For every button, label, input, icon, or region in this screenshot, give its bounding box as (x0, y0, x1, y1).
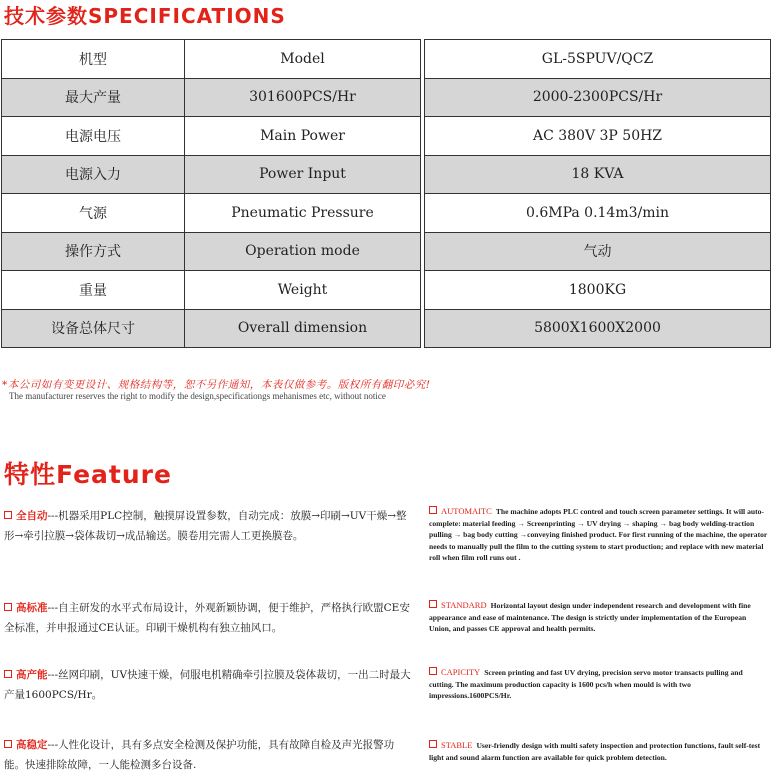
feature-zh-text: ---自主研发的水平式布局设计，外观新颖协调，便于维护，严格执行欧盟CE安全标准，并申报通过CE认证。印刷干燥机构有独立抽风口。 (4, 602, 410, 634)
square-outline-icon (429, 667, 437, 675)
spec-label-zh: 操作方式 (2, 232, 185, 271)
notice-en: The manufacturer reserves the right to modify the design,specificationgs mehanismes etc, without notice (9, 391, 386, 401)
feature-en (429, 667, 769, 702)
feature-en-text: Horizontal layout design under independent research and development with fine appearance and ease of maintenance. The design is strictly under implementation of the European Union, and passes CE approval and health permits. (429, 601, 751, 633)
spec-value: 18 KVA (425, 155, 771, 194)
feature-zh-label: 全自动 (16, 510, 48, 522)
square-outline-icon (4, 740, 12, 748)
spec-row (2, 194, 771, 233)
spec-label-zh: 机型 (2, 40, 185, 79)
feature-en (429, 740, 769, 763)
spec-label-en: Overall dimension (185, 309, 421, 348)
feature-en-text: The machine adopts PLC control and touch screen parameter settings. It will auto-complete: material feeding → Screenprinting → UV drying → shaping → bag body welding-traction pulling → bag body cutting →conveying finished product. For first running of the machine, the operator needs to manually pull the film to the cutting system to start production; and replace with new material roll when film roll runs out . (429, 507, 768, 562)
notice-zh: *本公司如有变更设计、规格结构等，恕不另作通知，本表仅做参考。版权所有翻印必究! (2, 379, 431, 391)
spec-label-en: 301600PCS/Hr (185, 78, 421, 117)
feature-en-text: User-friendly design with multi safety inspection and protection functions, fault self-test light and sound alarm function are available for quick problem detection. (429, 741, 761, 762)
spec-row (2, 309, 771, 348)
spec-value: GL-5SPUV/QCZ (425, 40, 771, 79)
feature-en-label: CAPICITY (441, 667, 481, 677)
spec-label-zh: 气源 (2, 194, 185, 233)
square-outline-icon (429, 600, 437, 608)
spec-label-zh: 重量 (2, 271, 185, 310)
feature-zh-label: 高产能 (16, 669, 48, 681)
feature-zh (4, 735, 412, 771)
spec-row (2, 78, 771, 117)
spec-label-en: Model (185, 40, 421, 79)
spec-label-zh: 电源入力 (2, 155, 185, 194)
feature-zh (4, 598, 412, 638)
feature-en-text: Screen printing and fast UV drying, precision servo motor transacts pulling and cutting. The maximum production capacity is 1600 pcs/h when mould is with two impressions.1600PCS/Hr. (429, 668, 743, 700)
spec-label-zh: 设备总体尺寸 (2, 309, 185, 348)
spec-value: 气动 (425, 232, 771, 271)
square-outline-icon (4, 603, 12, 611)
square-outline-icon (4, 511, 12, 519)
spec-label-zh: 最大产量 (2, 78, 185, 117)
feature-en (429, 506, 769, 564)
spec-row (2, 117, 771, 156)
square-outline-icon (429, 506, 437, 514)
spec-label-en: Main Power (185, 117, 421, 156)
spec-row (2, 40, 771, 79)
feature-en (429, 600, 769, 635)
feature-zh-text: ---人性化设计，具有多点安全检测及保护功能，具有故障自检及声光报警功能。快速排除故障，一人能检测多台设备. (4, 739, 395, 771)
feature-zh-text: ---机器采用PLC控制，触摸屏设置参数，自动完成：放膜→印刷→UV干燥→整形→牵引拉膜→袋体裁切→成品输送。膜卷用完需人工更换膜卷。 (4, 510, 407, 542)
feature-zh (4, 506, 412, 546)
spec-value: 5800X1600X2000 (425, 309, 771, 348)
spec-label-en: Operation mode (185, 232, 421, 271)
feature-en-label: AUTOMAITC (441, 506, 492, 516)
spec-label-en: Power Input (185, 155, 421, 194)
feature-zh-label: 高标准 (16, 602, 48, 614)
feature-zh-label: 高稳定 (16, 739, 48, 751)
spec-value: 1800KG (425, 271, 771, 310)
spec-row (2, 271, 771, 310)
spec-row (2, 232, 771, 271)
spec-value: 0.6MPa 0.14m3/min (425, 194, 771, 233)
spec-label-en: Weight (185, 271, 421, 310)
feature-en-label: STANDARD (441, 600, 487, 610)
spec-value: 2000-2300PCS/Hr (425, 78, 771, 117)
spec-value: AC 380V 3P 50HZ (425, 117, 771, 156)
square-outline-icon (429, 740, 437, 748)
feature-zh-text: ---丝网印刷，UV快速干燥，伺服电机精确牵引拉膜及袋体裁切，一出二时最大产量1600PCS/Hr。 (4, 669, 411, 701)
feature-zh (4, 665, 412, 705)
spec-table (1, 39, 771, 348)
spec-label-zh: 电源电压 (2, 117, 185, 156)
feature-heading: 特性Feature (4, 460, 172, 489)
spec-heading: 技术参数SPECIFICATIONS (4, 4, 286, 28)
feature-en-label: STABLE (441, 740, 473, 750)
square-outline-icon (4, 670, 12, 678)
spec-row (2, 155, 771, 194)
spec-label-en: Pneumatic Pressure (185, 194, 421, 233)
